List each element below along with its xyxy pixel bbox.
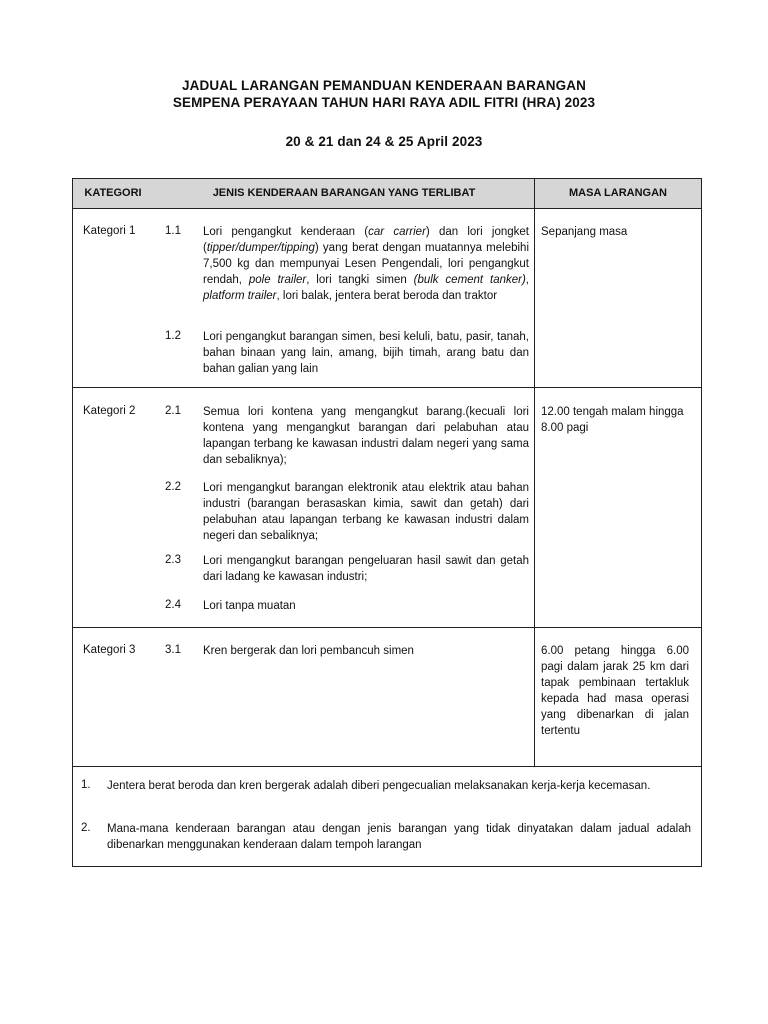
notes-box — [72, 766, 702, 867]
document-dates: 20 & 21 dan 24 & 25 April 2023 — [285, 134, 483, 149]
row-divider — [73, 387, 701, 388]
note-number: 2. — [81, 822, 91, 834]
item-number: 1.1 — [165, 225, 181, 237]
prohibition-table — [72, 178, 702, 767]
item-description: Lori pengangkut kenderaan (car carrier) dan lori jongket (tipper/dumper/tipping) yang berat dengan muatannya melebihi 7,500 kg dan mempunyai Lesen Pengendali, lori pengangkut rendah, pole trailer, lori tangki simen (bulk cement tanker), platform trailer, lori balak, jentera berat beroda dan traktor — [203, 226, 529, 302]
note-text: Jentera berat beroda dan kren bergerak adalah diberi pengecualian melaksanakan kerja-kerja kecemasan. — [107, 780, 651, 792]
row-divider — [73, 627, 701, 628]
note-number: 1. — [81, 779, 91, 791]
masa-larangan: Sepanjang masa — [541, 226, 628, 238]
masa-larangan: 12.00 tengah malam hingga 8.00 pagi — [541, 406, 684, 434]
table-header — [73, 179, 701, 209]
item-description: Semua lori kontena yang mengangkut barang.(kecuali lori kontena yang mengangkut barangan dari pelabuhan atau lapangan terbang ke kawasan industri dalam negeri yang sama dan sebaliknya); — [203, 406, 529, 466]
item-number: 2.1 — [165, 405, 181, 417]
item-description: Lori pengangkut barangan simen, besi keluli, batu, pasir, tanah, bahan binaan yang lain, amang, bijih timah, arang batu dan bahan galian yang lain — [203, 331, 529, 375]
document-title-line1: JADUAL LARANGAN PEMANDUAN KENDERAAN BARANGAN — [182, 78, 586, 93]
item-description: Lori mengangkut barangan pengeluaran hasil sawit dan getah dari ladang ke kawasan industri; — [203, 555, 529, 583]
note-text: Mana-mana kenderaan barangan atau dengan jenis barangan yang tidak dinyatakan dalam jadual adalah dibenarkan menggunakan kenderaan dalam tempoh larangan — [107, 823, 691, 851]
kategori-label: Kategori 3 — [83, 644, 136, 656]
kategori-label: Kategori 1 — [83, 225, 136, 237]
header-masa: MASA LARANGAN — [569, 187, 667, 199]
item-description: Kren bergerak dan lori pembancuh simen — [203, 645, 414, 657]
document-title-line2: SEMPENA PERAYAAN TAHUN HARI RAYA ADIL FITRI (HRA) 2023 — [172, 95, 596, 110]
header-jenis: JENIS KENDERAAN BARANGAN YANG TERLIBAT — [212, 187, 476, 199]
item-number: 2.2 — [165, 481, 181, 493]
item-description: Lori mengangkut barangan elektronik atau elektrik atau bahan industri (barangan berasaskan kimia, sawit dan getah) dari pelabuhan atau lapangan terbang ke kawasan industri dalam negeri dan sebaliknya; — [203, 482, 529, 542]
kategori-label: Kategori 2 — [83, 405, 136, 417]
masa-larangan: 6.00 petang hingga 6.00 pagi dalam jarak 25 km dari tapak pembinaan tertakluk kepada had masa operasi yang dibenarkan di jalan tertentu — [541, 645, 689, 737]
item-number: 2.4 — [165, 599, 181, 611]
item-number: 1.2 — [165, 330, 181, 342]
item-number: 3.1 — [165, 644, 181, 656]
item-description: Lori tanpa muatan — [203, 600, 296, 612]
item-number: 2.3 — [165, 554, 181, 566]
column-divider — [534, 179, 535, 766]
header-kategori: KATEGORI — [84, 187, 142, 199]
